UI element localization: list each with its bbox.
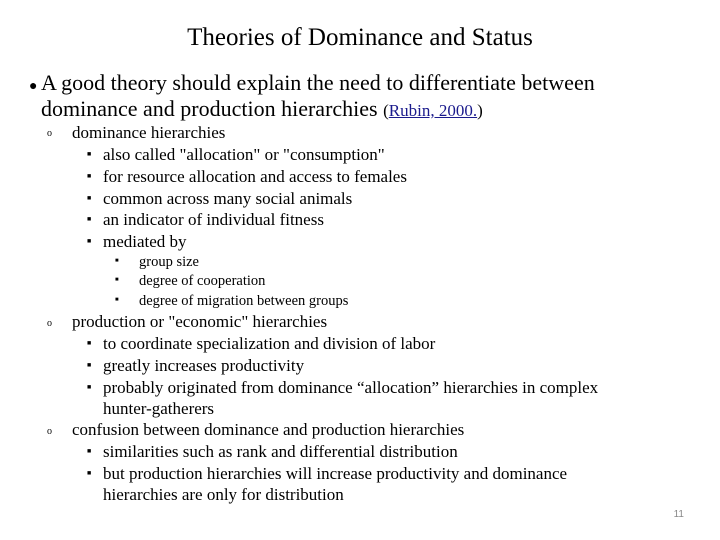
list-item: similarities such as rank and differential distribution <box>103 442 458 461</box>
item-bullet: ■ <box>87 194 92 202</box>
item-bullet: ■ <box>87 361 92 369</box>
subitem-bullet: ■ <box>115 277 119 283</box>
citation: (Rubin, 2000.) <box>383 101 483 120</box>
section-heading-confusion: confusion between dominance and production hierarchies <box>72 420 465 439</box>
list-item: common across many social animals <box>103 189 353 208</box>
citation-link[interactable]: Rubin, 2000. <box>388 101 478 120</box>
list-item: for resource allocation and access to females <box>103 167 407 186</box>
item-bullet: ■ <box>87 237 92 245</box>
list-item: also called "allocation" or "consumption" <box>103 145 385 164</box>
main-bullet-line2 <box>41 96 483 124</box>
main-bullet-line2-text: dominance and production hierarchies <box>41 96 378 121</box>
sub-list-item: group size <box>139 254 199 270</box>
sub-list-item: degree of cooperation <box>139 273 266 289</box>
item-bullet: ■ <box>87 172 92 180</box>
item-bullet: ■ <box>87 339 92 347</box>
list-item: but production hierarchies will increase productivity and dominance <box>103 464 568 483</box>
section-heading-dominance: dominance hierarchies <box>72 123 226 142</box>
main-bullet-dot: ● <box>29 79 38 94</box>
slide-title: Theories of Dominance and Status <box>187 24 533 51</box>
item-bullet: ■ <box>87 150 92 158</box>
item-bullet: ■ <box>87 215 92 223</box>
list-item: mediated by <box>103 232 187 251</box>
subitem-bullet: ■ <box>115 258 119 264</box>
sub-list-item: degree of migration between groups <box>139 293 349 309</box>
section-bullet-2: o <box>47 318 52 329</box>
section-heading-production: production or "economic" hierarchies <box>72 312 328 331</box>
list-item: an indicator of individual fitness <box>103 210 324 229</box>
main-bullet-line1: A good theory should explain the need to differentiate between <box>41 70 595 95</box>
item-bullet: ■ <box>87 469 92 477</box>
list-item-continuation: hierarchies are only for distribution <box>103 485 344 504</box>
item-bullet: ■ <box>87 447 92 455</box>
list-item-continuation: hunter-gatherers <box>103 399 215 418</box>
subitem-bullet: ■ <box>115 297 119 303</box>
list-item: greatly increases productivity <box>103 356 305 375</box>
section-bullet-3: o <box>47 426 52 437</box>
section-bullet-1: o <box>47 128 52 139</box>
list-item: to coordinate specialization and division of labor <box>103 334 436 353</box>
list-item: probably originated from dominance “allocation” hierarchies in complex <box>103 378 599 397</box>
page-number: 11 <box>673 509 684 520</box>
item-bullet: ■ <box>87 383 92 391</box>
